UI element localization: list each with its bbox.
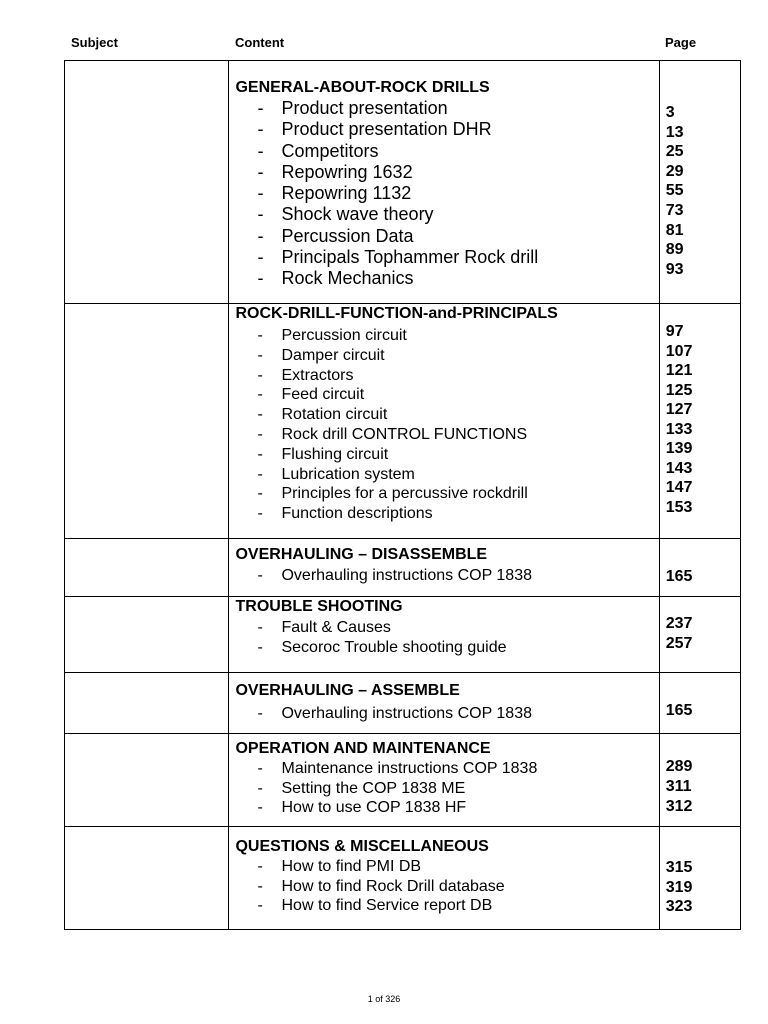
toc-item-label: How to find PMI DB xyxy=(281,858,422,875)
bullet-dash: - xyxy=(257,140,264,161)
bullet-dash: - xyxy=(257,877,263,895)
toc-section-row xyxy=(65,597,741,673)
page-number: 89 xyxy=(665,241,684,259)
toc-section-row xyxy=(65,304,741,539)
toc-item-label: Lubrication system xyxy=(281,465,415,483)
page-number-list xyxy=(666,614,740,653)
bullet-dash: - xyxy=(257,406,263,424)
toc-section-row xyxy=(65,827,741,930)
toc-item-label: Product presentation DHR xyxy=(281,119,492,140)
toc-item-label: Repowring 1132 xyxy=(281,183,412,204)
toc-item-label: Principals Tophammer Rock drill xyxy=(281,247,539,268)
page-number: 107 xyxy=(665,342,693,360)
section-title: OVERHAULING – ASSEMBLE xyxy=(235,682,460,699)
toc-section-row xyxy=(65,673,741,734)
toc-section-row xyxy=(65,61,741,304)
section-title: TROUBLE SHOOTING xyxy=(235,598,403,615)
page-number: 312 xyxy=(665,798,693,815)
page-number: 237 xyxy=(665,615,693,632)
subject-cell xyxy=(65,304,229,539)
toc-item xyxy=(229,779,658,799)
section-items xyxy=(229,618,658,657)
toc-item xyxy=(229,798,658,818)
bullet-dash: - xyxy=(257,897,263,915)
page-number: 319 xyxy=(665,878,693,896)
section-items xyxy=(229,326,658,524)
toc-item-label: Fault & Causes xyxy=(281,619,391,636)
page-number-list xyxy=(666,858,740,917)
section-title: ROCK-DRILL-FUNCTION-and-PRINCIPALS xyxy=(235,305,558,322)
page-number: 133 xyxy=(665,420,693,438)
toc-item-label: Percussion circuit xyxy=(281,327,407,344)
content-column-header: Content xyxy=(235,35,285,50)
toc-item xyxy=(229,346,658,366)
bullet-dash: - xyxy=(257,204,264,225)
toc-item xyxy=(229,162,658,183)
toc-item-label: Percussion Data xyxy=(281,225,414,246)
toc-item xyxy=(229,638,658,658)
toc-item-label: Overhauling instructions COP 1838 xyxy=(281,567,532,584)
content-cell xyxy=(229,827,659,930)
page-number: 73 xyxy=(665,201,684,219)
page-number: 289 xyxy=(665,758,693,775)
toc-item-label: How to find Rock Drill database xyxy=(281,877,505,895)
page-number-list xyxy=(666,322,740,517)
content-cell xyxy=(229,597,659,673)
toc-item-label: Maintenance instructions COP 1838 xyxy=(281,760,538,777)
page-number: 55 xyxy=(665,182,684,200)
toc-item xyxy=(229,465,658,485)
toc-item xyxy=(229,877,658,897)
toc-item xyxy=(229,405,658,425)
bullet-dash: - xyxy=(257,505,263,523)
toc-item xyxy=(229,759,658,779)
toc-item xyxy=(229,204,658,225)
toc-item xyxy=(229,857,658,877)
toc-item-label: Product presentation xyxy=(281,98,448,118)
toc-item xyxy=(229,326,658,346)
page-cell xyxy=(659,61,740,304)
page-cell xyxy=(659,827,740,930)
page-number: 139 xyxy=(665,440,693,457)
page-number: 143 xyxy=(665,459,693,477)
page-number-list xyxy=(666,567,740,587)
toc-item xyxy=(229,268,658,289)
content-cell xyxy=(229,61,659,304)
toc-item-label: Feed circuit xyxy=(281,386,365,404)
toc-item xyxy=(229,445,658,465)
page-number-list xyxy=(666,757,740,817)
content-cell xyxy=(229,734,659,827)
toc-item xyxy=(229,484,658,504)
toc-item-label: Competitors xyxy=(281,140,379,161)
toc-item-label: How to find Service report DB xyxy=(281,897,493,915)
bullet-dash: - xyxy=(257,247,264,268)
subject-column-header: Subject xyxy=(71,35,118,50)
bullet-dash: - xyxy=(257,119,264,140)
section-items xyxy=(229,857,658,916)
bullet-dash: - xyxy=(257,346,263,364)
page-indicator: 1 of 326 xyxy=(367,994,401,1004)
toc-item xyxy=(229,896,658,916)
toc-section-row xyxy=(65,734,741,827)
bullet-dash: - xyxy=(257,183,264,204)
section-title: OPERATION AND MAINTENANCE xyxy=(235,740,491,757)
toc-item xyxy=(229,119,658,140)
toc-item xyxy=(229,504,658,524)
page-number: 315 xyxy=(665,859,693,876)
bullet-dash: - xyxy=(257,705,263,722)
toc-item xyxy=(229,425,658,445)
toc-item xyxy=(229,183,658,204)
bullet-dash: - xyxy=(257,799,263,817)
page-number: 93 xyxy=(665,260,684,278)
page-cell xyxy=(659,597,740,673)
bullet-dash: - xyxy=(257,161,264,182)
page-number-list xyxy=(666,701,740,721)
page-cell xyxy=(659,539,740,597)
page-cell xyxy=(659,304,740,539)
page-number: 81 xyxy=(665,221,684,239)
section-title: QUESTIONS & MISCELLANEOUS xyxy=(235,838,489,855)
toc-item xyxy=(229,226,658,247)
bullet-dash: - xyxy=(257,567,263,584)
toc-item xyxy=(229,141,658,162)
bullet-dash: - xyxy=(257,779,263,797)
section-title: OVERHAULING – DISASSEMBLE xyxy=(235,546,488,563)
toc-item-label: Setting the COP 1838 ME xyxy=(281,779,466,797)
page-number: 257 xyxy=(665,634,693,652)
toc-item-label: Rock Mechanics xyxy=(281,268,414,289)
toc-item-label: Extractors xyxy=(281,366,354,384)
page-number: 121 xyxy=(665,362,693,379)
page-number: 323 xyxy=(665,898,693,916)
bullet-dash: - xyxy=(257,619,263,636)
toc-item xyxy=(229,385,658,405)
section-items xyxy=(229,566,658,586)
page-number: 165 xyxy=(665,702,693,719)
bullet-dash: - xyxy=(257,638,263,656)
toc-item-label: Damper circuit xyxy=(281,346,385,364)
page-number: 311 xyxy=(665,778,692,795)
page-number: 153 xyxy=(665,498,693,516)
page-cell xyxy=(659,673,740,734)
subject-cell xyxy=(65,673,229,734)
toc-item-label: Principles for a percussive rockdrill xyxy=(281,485,528,503)
bullet-dash: - xyxy=(257,268,264,289)
toc-item-label: Shock wave theory xyxy=(281,204,434,225)
section-items xyxy=(229,759,658,818)
bullet-dash: - xyxy=(257,98,264,118)
page-cell xyxy=(659,734,740,827)
page-number: 13 xyxy=(665,123,684,141)
page-number: 165 xyxy=(665,568,693,585)
toc-item xyxy=(229,566,658,586)
bullet-dash: - xyxy=(257,465,263,483)
section-items xyxy=(229,704,658,724)
bullet-dash: - xyxy=(257,225,264,246)
bullet-dash: - xyxy=(257,445,263,463)
page-number: 147 xyxy=(665,479,693,496)
subject-cell xyxy=(65,539,229,597)
toc-body xyxy=(65,61,741,930)
page-number: 3 xyxy=(665,104,675,121)
toc-item xyxy=(229,704,658,724)
subject-cell xyxy=(65,597,229,673)
bullet-dash: - xyxy=(257,386,263,404)
bullet-dash: - xyxy=(257,760,263,777)
toc-item-label: Flushing circuit xyxy=(281,445,389,463)
toc-item xyxy=(229,618,658,638)
toc-item xyxy=(229,366,658,386)
section-items xyxy=(229,98,658,290)
content-cell xyxy=(229,673,659,734)
page-column-header: Page xyxy=(665,35,697,50)
bullet-dash: - xyxy=(257,366,263,384)
toc-item-label: Function descriptions xyxy=(281,505,433,523)
page-number: 29 xyxy=(665,162,684,180)
toc-item-label: Overhauling instructions COP 1838 xyxy=(281,705,532,722)
toc-item-label: Secoroc Trouble shooting guide xyxy=(281,638,507,656)
toc-item-label: How to use COP 1838 HF xyxy=(281,799,467,817)
subject-cell xyxy=(65,61,229,304)
toc-item-label: Repowring 1632 xyxy=(281,161,413,182)
page-number: 97 xyxy=(665,323,684,340)
subject-cell xyxy=(65,734,229,827)
bullet-dash: - xyxy=(257,858,263,875)
content-cell xyxy=(229,539,659,597)
subject-cell xyxy=(65,827,229,930)
toc-table xyxy=(64,60,741,930)
page-number-list xyxy=(666,103,740,279)
toc-item-label: Rotation circuit xyxy=(281,406,388,424)
toc-section-row xyxy=(65,539,741,597)
bullet-dash: - xyxy=(257,327,263,344)
page-number: 25 xyxy=(665,143,684,161)
page-number: 127 xyxy=(665,401,693,418)
bullet-dash: - xyxy=(257,485,263,503)
content-cell xyxy=(229,304,659,539)
toc-item xyxy=(229,247,658,268)
page-number: 125 xyxy=(665,381,693,399)
toc-item-label: Rock drill CONTROL FUNCTIONS xyxy=(281,425,528,443)
bullet-dash: - xyxy=(257,425,263,443)
toc-item xyxy=(229,98,658,119)
section-title: GENERAL-ABOUT-ROCK DRILLS xyxy=(235,79,490,96)
